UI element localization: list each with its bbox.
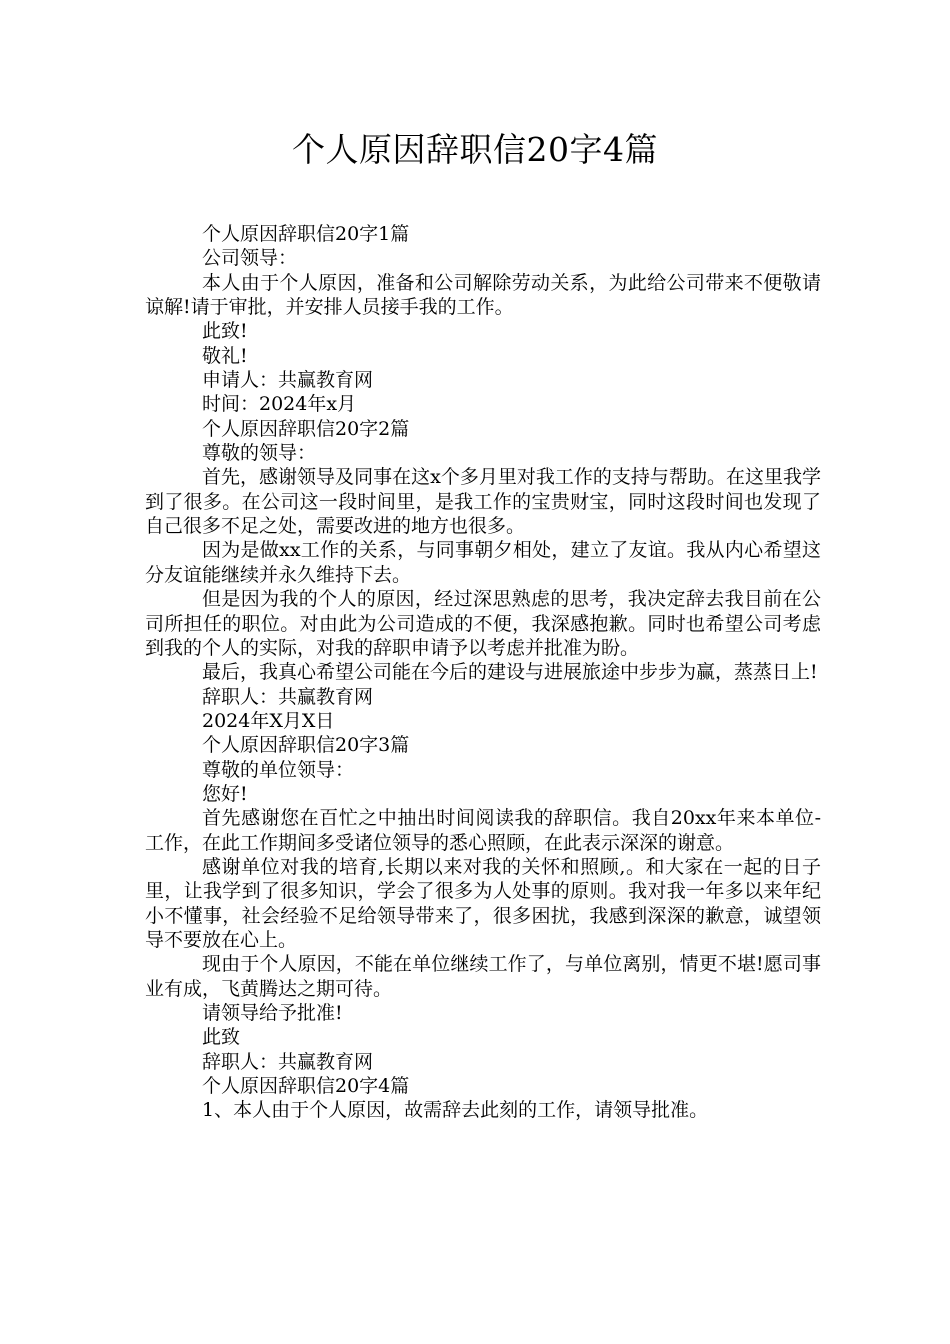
paragraph: 1、本人由于个人原因，故需辞去此刻的工作，请领导批准。 [202, 1099, 709, 1122]
paragraph: 最后，我真心希望公司能在今后的建设与进展旅途中步步为赢，蒸蒸日上! [202, 661, 818, 684]
paragraph: 请领导给予批准! [202, 1002, 343, 1024]
salutation: 尊敬的单位领导： [202, 758, 355, 781]
section-heading-2: 个人原因辞职信20字2篇 [202, 417, 410, 440]
paragraph: 本人由于个人原因，准备和公司解除劳动关系，为此给公司带来不便敬请谅解!请于审批，并安排人员接手我的工作。 [145, 271, 821, 319]
document-body [145, 222, 821, 1123]
closing: 此致 [202, 1026, 241, 1049]
paragraph: 因为是做xx工作的关系，与同事朝夕相处，建立了友谊。我从内心希望这分友谊能继续并永久维持下去。 [145, 539, 821, 586]
section-heading-3: 个人原因辞职信20字3篇 [202, 734, 410, 757]
signature: 辞职人：共赢教育网 [202, 685, 374, 708]
document-title: 个人原因辞职信20字4篇 [292, 130, 658, 169]
paragraph: 首先感谢您在百忙之中抽出时间阅读我的辞职信。我自20xx年来本单位-工作，在此工作期间多受诸位领导的悉心照顾，在此表示深深的谢意。 [145, 807, 821, 854]
closing: 敬礼! [202, 344, 248, 367]
salutation: 公司领导： [202, 247, 298, 270]
paragraph: 感谢单位对我的培育,长期以来对我的关怀和照顾,。和大家在一起的日子里，让我学到了很多知识，学会了很多为人处事的原则。我对我一年多以来年纪小不懂事，社会经验不足给领导带来了，很多困扰，我感到深深的歉意，诚望领导不要放在心上。 [145, 855, 821, 951]
paragraph: 现由于个人原因，不能在单位继续工作了，与单位离别，情更不堪!愿司事业有成，飞黄腾达之期可待。 [145, 953, 821, 1000]
section-heading-4: 个人原因辞职信20字4篇 [202, 1075, 410, 1098]
date-line: 时间：2024年x月 [202, 393, 357, 416]
paragraph: 首先，感谢领导及同事在这x个多月里对我工作的支持与帮助。在这里我学到了很多。在公司这一段时间里，是我工作的宝贵财宝，同时这段时间也发现了自己很多不足之处，需要改进的地方也很多。 [145, 466, 821, 538]
paragraph: 但是因为我的个人的原因，经过深思熟虑的思考，我决定辞去我目前在公司所担任的职位。对由此为公司造成的不便，我深感抱歉。同时也希望公司考虑到我的个人的实际，对我的辞职申请予以考虑并批准为盼。 [145, 588, 821, 659]
signature: 申请人：共赢教育网 [202, 369, 374, 392]
signature: 辞职人：共赢教育网 [202, 1050, 374, 1073]
closing: 此致! [202, 320, 248, 343]
salutation: 尊敬的领导： [202, 442, 317, 465]
section-heading-1: 个人原因辞职信20字1篇 [202, 223, 410, 245]
date-line: 2024年X月X日 [202, 709, 335, 732]
greeting: 您好! [202, 782, 248, 805]
